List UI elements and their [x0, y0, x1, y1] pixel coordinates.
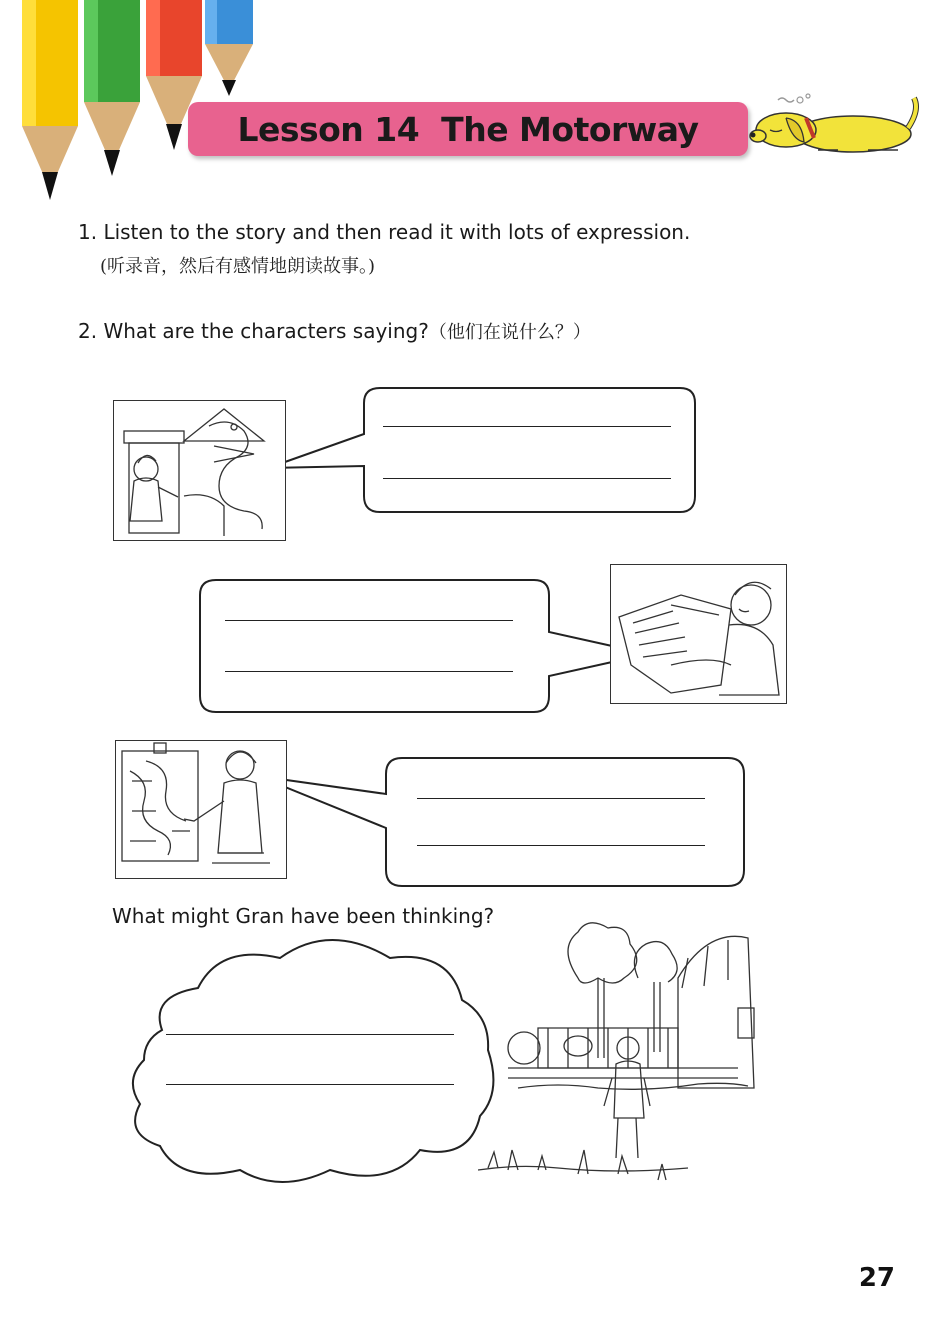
gran-garden-drawing: [478, 918, 758, 1208]
bubble-3-answer-line-1[interactable]: [417, 796, 705, 799]
instruction-2: [78, 318, 591, 344]
bubble-1-answer-line-2[interactable]: [383, 476, 671, 479]
instruction-2-english: 2. What are the characters saying?: [78, 319, 429, 343]
thought-cloud: [133, 940, 494, 1182]
illustration-girl-dragon: [113, 400, 286, 541]
lesson-title-banner: [188, 102, 748, 156]
man-newspaper-drawing: [611, 565, 786, 703]
thought-answer-line-1[interactable]: [166, 1032, 454, 1035]
speech-bubble-2: [200, 580, 648, 712]
speech-bubble-1: [268, 388, 695, 512]
sleeping-dog-icon: [748, 92, 920, 162]
page-number: 27: [858, 1263, 895, 1293]
lesson-title: Lesson 14 The Motorway: [237, 109, 699, 149]
teacher-map-drawing: [116, 741, 286, 878]
illustration-man-newspaper: [610, 564, 787, 704]
instruction-1: 1. Listen to the story and then read it with lots of expression.: [78, 220, 691, 244]
instruction-2-chinese: （他们在说什么？）: [428, 322, 591, 343]
bubble-2-answer-line-1[interactable]: [225, 618, 513, 621]
girl-dragon-drawing: [114, 401, 285, 540]
thinking-question: What might Gran have been thinking?: [112, 904, 495, 928]
speech-bubble-3: [258, 758, 744, 886]
thought-answer-line-2[interactable]: [166, 1082, 454, 1085]
bubble-3-answer-line-2[interactable]: [417, 843, 705, 846]
bubble-1-answer-line-1[interactable]: [383, 424, 671, 427]
illustration-teacher-map: [115, 740, 287, 879]
instruction-1-chinese: (听录音，然后有感情地朗读故事。): [100, 256, 376, 277]
illustration-gran-garden: [478, 918, 758, 1208]
bubble-2-answer-line-2[interactable]: [225, 669, 513, 672]
